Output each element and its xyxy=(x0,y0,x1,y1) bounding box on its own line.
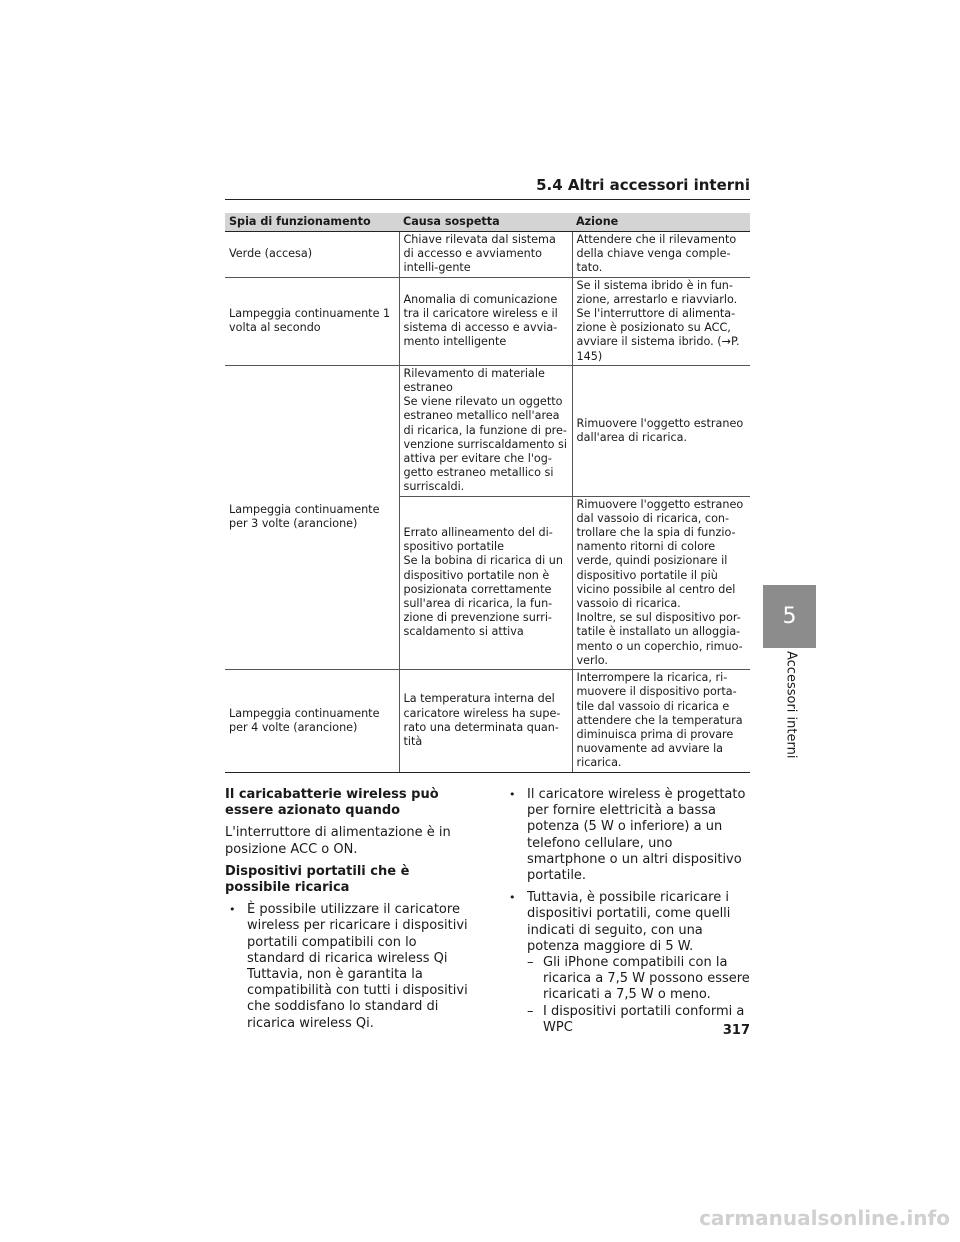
table-row xyxy=(225,365,750,496)
section-header: 5.4 Altri accessori interni xyxy=(225,176,750,200)
bullet-list-right xyxy=(505,787,750,1036)
list-item xyxy=(505,890,750,1036)
chapter-label: Accessori interni xyxy=(783,651,799,759)
cell-spia: Verde (accesa) xyxy=(225,232,399,278)
cell-azione: Attendere che il rilevamento della chiave venga comple-tato. xyxy=(572,232,750,278)
sub-list-item: – Gli iPhone compatibili con la ricarica a 7,5 W possono essere ricaricati a 7,5 W o meno. xyxy=(527,955,750,1004)
cell-causa: Anomalia di comunicazione tra il caricatore wireless e il sistema di accesso e avvia-mento intelligente xyxy=(399,277,572,365)
cell-azione: Interrompere la ricarica, ri-muovere il dispositivo porta-tile dal vassoio di ricarica e attendere che la temperatura diminuisca prima di provare nuovamente ad avviare la ricarica. xyxy=(572,670,750,772)
right-column xyxy=(505,787,750,1042)
page-number: 317 xyxy=(722,1023,750,1038)
column-header-spia: Spia di funzionamento xyxy=(225,213,399,232)
cell-causa: La temperatura interna del caricatore wireless ha supe-rato una determinata quan-tità xyxy=(399,670,572,772)
chapter-tab xyxy=(763,585,816,648)
cell-causa: Chiave rilevata dal sistema di accesso e avviamento intelli-gente xyxy=(399,232,572,278)
cell-spia: Lampeggia continuamente 1 volta al secondo xyxy=(225,277,399,365)
cell-azione: Rimuovere l'oggetto estraneo dal vassoio di ricarica, con-trollare che la spia di funzio-namento ritorni di colore verde, quindi posizionare il dispositivo portatile il più vicino possibile al centro del vassoio di ricarica. Inoltre, se sul dispositivo por-tatile è installato un alloggia-mento o un coperchio, rimuo-verlo. xyxy=(572,496,750,669)
column-header-azione: Azione xyxy=(572,213,750,232)
watermark: carmanualsonline.info xyxy=(699,1206,950,1230)
column-header-causa: Causa sospetta xyxy=(399,213,572,232)
table-row xyxy=(225,670,750,772)
cell-causa: Errato allineamento del di-spositivo portatile Se la bobina di ricarica di un dispositivo portatile non è posizionata correttamente sull'area di ricarica, la fun-zione di prevenzione surri-scaldamento si attiva xyxy=(399,496,572,669)
sub-list-item: – I dispositivi portatili conformi a WPC xyxy=(527,1004,750,1036)
indicator-table xyxy=(225,213,750,773)
subheading-devices: Dispositivi portatili che è possibile ricarica xyxy=(225,863,410,896)
chapter-label-wrap xyxy=(778,650,804,760)
cell-spia: Lampeggia continuamente per 3 volte (arancione) xyxy=(225,365,399,669)
bullet-text: Tuttavia, è possibile ricaricare i dispositivi portatili, come quelli indicati di seguito, con una potenza maggiore di 5 W. xyxy=(527,890,731,954)
subheading-operation: Il caricabatterie wireless può essere azionato quando xyxy=(225,787,439,819)
left-column xyxy=(225,787,471,1038)
list-item: • È possibile utilizzare il caricatore wireless per ricaricare i dispositivi portatili compatibili con lo standard di ricarica wireless Qi Tuttavia, non è garantita la compatibilità con tutti i dispositivi che soddisfano lo standard di ricarica wireless Qi. xyxy=(225,902,471,1032)
chapter-number: 5 xyxy=(782,604,797,629)
paragraph-power-switch: L'interruttore di alimentazione è in posizione ACC o ON. xyxy=(225,825,451,857)
cell-causa: Rilevamento di materiale estraneo Se viene rilevato un oggetto estraneo metallico nell'area di ricarica, la funzione di pre-venzione surriscaldamento si attiva per evitare che l'og-getto estraneo metallico si surriscaldi. xyxy=(399,365,572,496)
cell-spia: Lampeggia continuamente per 4 volte (arancione) xyxy=(225,670,399,772)
table-row xyxy=(225,277,750,365)
cell-azione: Rimuovere l'oggetto estraneo dall'area di ricarica. xyxy=(572,365,750,496)
table-row xyxy=(225,232,750,278)
bullet-list-left xyxy=(225,902,471,1032)
table-header-row xyxy=(225,213,750,232)
list-item: • Il caricatore wireless è progettato per fornire elettricità a bassa potenza (5 W o inferiore) a un telefono cellulare, uno smartphone o un altri dispositivo portatile. xyxy=(505,787,750,884)
cell-azione: Se il sistema ibrido è in fun-zione, arrestarlo e riavviarlo. Se l'interruttore di alimenta-zione è posizionato su ACC, avviare il sistema ibrido. (→P. 145) xyxy=(572,277,750,365)
